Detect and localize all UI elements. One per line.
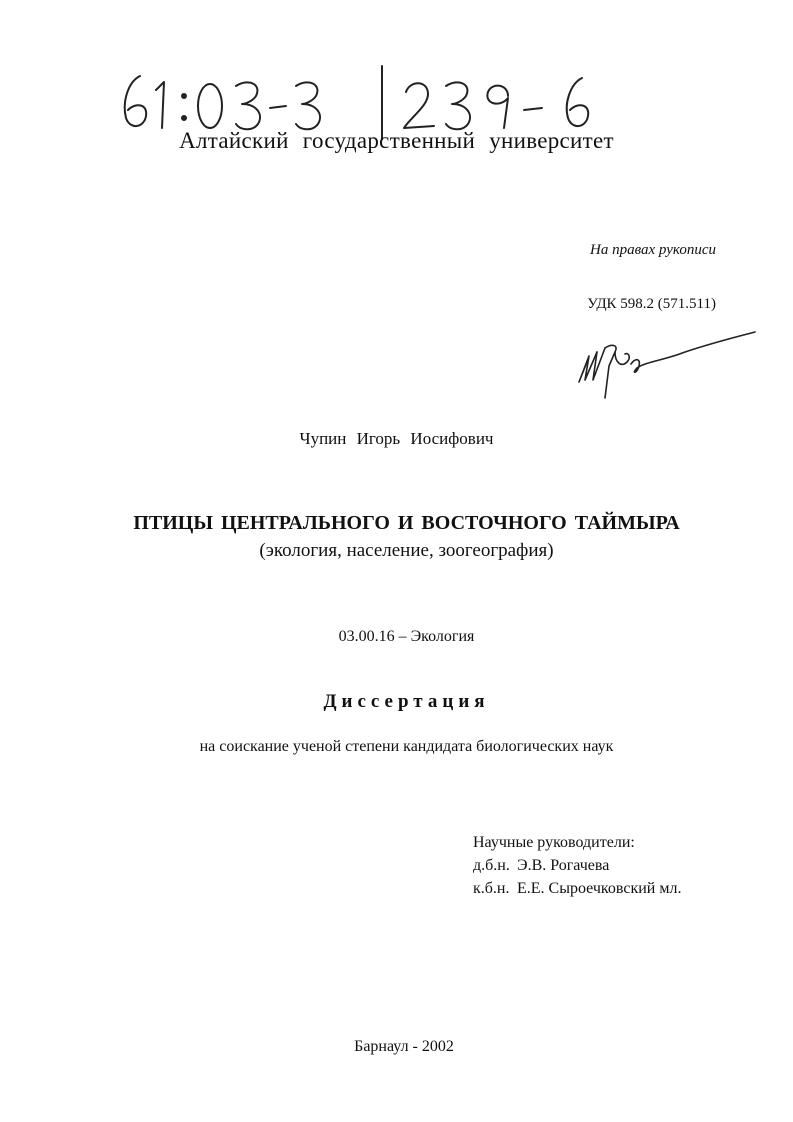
degree-statement: на соискание ученой степени кандидата биологических наук bbox=[199, 738, 614, 755]
supervisor-degree: д.б.н. bbox=[473, 857, 510, 874]
author-signature bbox=[575, 322, 760, 407]
specialty-code: 03.00.16 – Экология bbox=[338, 628, 475, 645]
university-name: Алтайский государственный университет bbox=[179, 128, 614, 153]
dissertation-title: ПТИЦЫ ЦЕНТРАЛЬНОГО И ВОСТОЧНОГО ТАЙМЫРА bbox=[133, 512, 680, 534]
place-and-year: Барнаул - 2002 bbox=[354, 1038, 454, 1055]
rights-notice: На правах рукописи bbox=[590, 242, 716, 258]
dissertation-subtitle: (экология, население, зоогеография) bbox=[259, 540, 554, 561]
supervisor-name: Е.Е. Сыроечковский мл. bbox=[517, 880, 682, 897]
supervisors-label: Научные руководители: bbox=[473, 834, 635, 851]
supervisor-name: Э.В. Рогачева bbox=[517, 857, 610, 874]
supervisor-row bbox=[473, 854, 681, 877]
supervisor-row bbox=[473, 877, 681, 900]
author-name: Чупин Игорь Иосифович bbox=[299, 429, 494, 448]
udc-code: УДК 598.2 (571.511) bbox=[587, 296, 716, 312]
work-type: Диссертация bbox=[323, 691, 490, 712]
supervisors-block bbox=[473, 831, 681, 900]
supervisor-degree: к.б.н. bbox=[473, 880, 510, 897]
